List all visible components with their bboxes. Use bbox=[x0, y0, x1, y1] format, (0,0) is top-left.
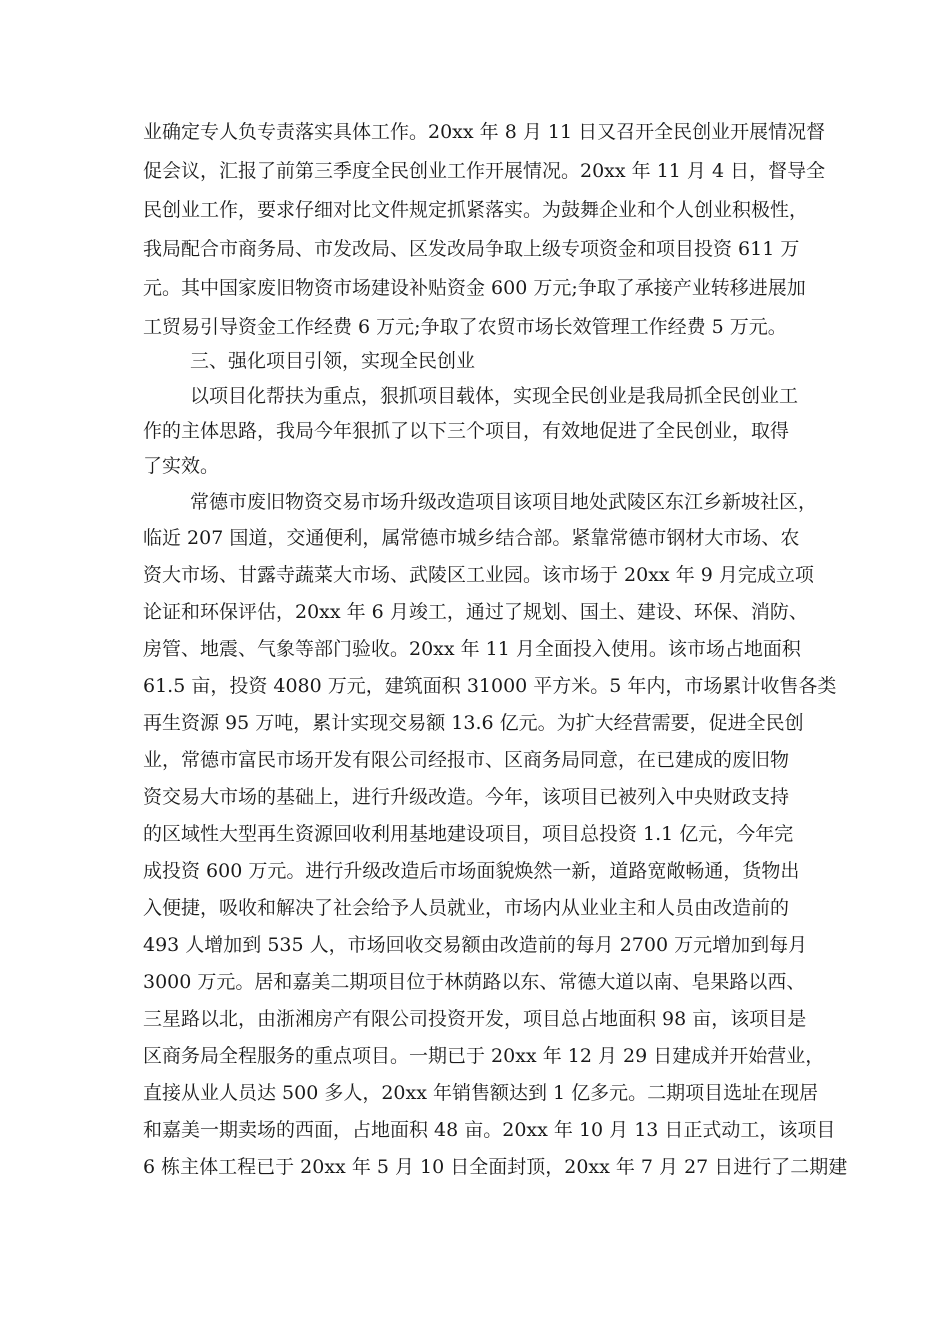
body-text-line: 资交易大市场的基础上，进行升级改造。今年，该项目已被列入中央财政支持 bbox=[143, 786, 790, 808]
body-text-line: 61.5 亩，投资 4080 万元，建筑面积 31000 平方米。5 年内，市场累计收售各类 bbox=[143, 675, 837, 697]
body-text-line: 成投资 600 万元。进行升级改造后市场面貌焕然一新，道路宽敞畅通，货物出 bbox=[143, 860, 800, 882]
body-text-line: 直接从业人员达 500 多人，20xx 年销售额达到 1 亿多元。二期项目选址在现居 bbox=[143, 1082, 819, 1104]
section-heading: 三、强化项目引领，实现全民创业 bbox=[190, 350, 476, 372]
body-text-line: 了实效。 bbox=[143, 455, 220, 477]
body-text-line: 区商务局全程服务的重点项目。一期已于 20xx 年 12 月 29 日建成并开始营业， bbox=[143, 1045, 825, 1067]
body-text-line: 6 栋主体工程已于 20xx 年 5 月 10 日全面封顶，20xx 年 7 月 27 日进行了二期建 bbox=[143, 1156, 848, 1178]
body-text-line: 元。其中国家废旧物资市场建设补贴资金 600 万元;争取了承接产业转移进展加 bbox=[143, 277, 806, 299]
body-text-line: 我局配合市商务局、市发改局、区发改局争取上级专项资金和项目投资 611 万 bbox=[143, 238, 800, 260]
body-text-line: 业，常德市富民市场开发有限公司经报市、区商务局同意，在已建成的废旧物 bbox=[143, 749, 790, 771]
body-text-line: 民创业工作，要求仔细对比文件规定抓紧落实。为鼓舞企业和个人创业积极性， bbox=[143, 199, 809, 221]
body-text-line: 493 人增加到 535 人，市场回收交易额由改造前的每月 2700 万元增加到每月 bbox=[143, 934, 808, 956]
body-text-line: 作的主体思路，我局今年狠抓了以下三个项目，有效地促进了全民创业，取得 bbox=[143, 420, 790, 442]
body-text-line: 再生资源 95 万吨，累计实现交易额 13.6 亿元。为扩大经营需要，促进全民创 bbox=[143, 712, 804, 734]
body-text-line: 工贸易引导资金工作经费 6 万元;争取了农贸市场长效管理工作经费 5 万元。 bbox=[143, 316, 787, 338]
body-text-line: 临近 207 国道，交通便利，属常德市城乡结合部。紧靠常德市钢材大市场、农 bbox=[143, 527, 800, 549]
body-text-line: 以项目化帮扶为重点，狠抓项目载体，实现全民创业是我局抓全民创业工 bbox=[190, 385, 799, 407]
body-text-line: 业确定专人负专责落实具体工作。20xx 年 8 月 11 日又召开全民创业开展情况督 bbox=[143, 121, 826, 143]
body-text-line: 房管、地震、气象等部门验收。20xx 年 11 月全面投入使用。该市场占地面积 bbox=[143, 638, 801, 660]
body-text-line: 入便捷，吸收和解决了社会给予人员就业，市场内从业业主和人员由改造前的 bbox=[143, 897, 790, 919]
body-text-line: 和嘉美一期卖场的西面，占地面积 48 亩。20xx 年 10 月 13 日正式动工，该项目 bbox=[143, 1119, 836, 1141]
body-text-line: 三星路以北，由浙湘房产有限公司投资开发，项目总占地面积 98 亩，该项目是 bbox=[143, 1008, 807, 1030]
body-text-line: 常德市废旧物资交易市场升级改造项目该项目地处武陵区东江乡新坡社区， bbox=[190, 491, 818, 513]
body-text-line: 3000 万元。居和嘉美二期项目位于林荫路以东、常德大道以南、皂果路以西、 bbox=[143, 971, 806, 993]
body-text-line: 资大市场、甘露寺蔬菜大市场、武陵区工业园。该市场于 20xx 年 9 月完成立项 bbox=[143, 564, 814, 586]
body-text-line: 的区域性大型再生资源回收利用基地建设项目，项目总投资 1.1 亿元，今年完 bbox=[143, 823, 794, 845]
body-text-line: 促会议，汇报了前第三季度全民创业工作开展情况。20xx 年 11 月 4 日，督导全 bbox=[143, 160, 826, 182]
body-text-line: 论证和环保评估，20xx 年 6 月竣工，通过了规划、国土、建设、环保、消防、 bbox=[143, 601, 808, 623]
